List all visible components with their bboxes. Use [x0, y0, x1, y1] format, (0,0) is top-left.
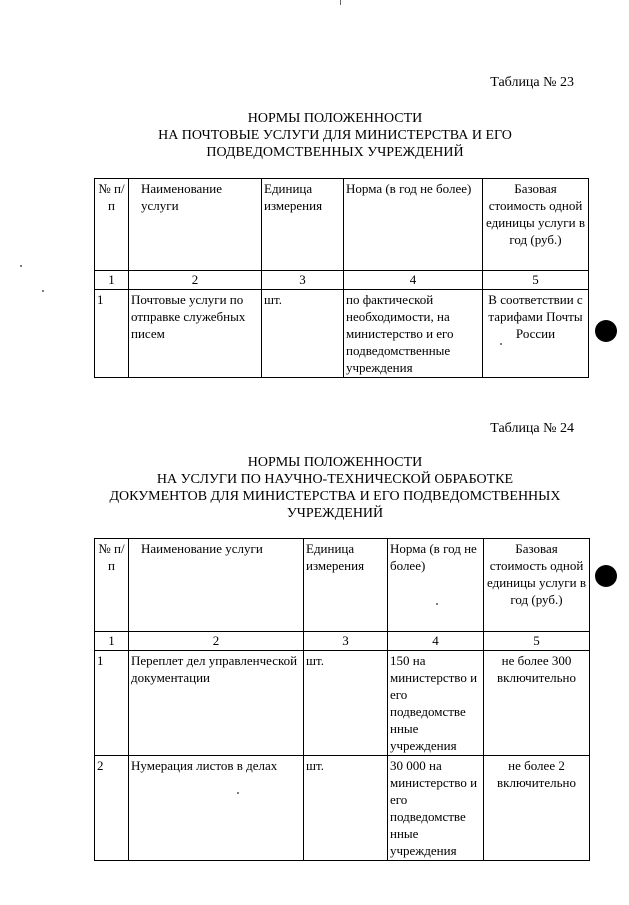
row-number: 2	[95, 756, 129, 861]
scan-speck	[20, 265, 22, 267]
service-name: Переплет дел управленческой документации	[129, 651, 304, 756]
punch-hole-mark	[595, 565, 617, 587]
table-header-row	[95, 539, 590, 632]
column-number: 1	[95, 632, 129, 651]
table-23-title-line: НОРМЫ ПОЛОЖЕННОСТИ	[247, 111, 423, 126]
unit: шт.	[304, 756, 388, 861]
base-cost: не более 2 включительно	[484, 756, 590, 861]
header-cell-cost: Базовая стоимость одной единицы услуги в год (руб.)	[483, 179, 589, 271]
table-23-title-line: ПОДВЕДОМСТВЕННЫХ УЧРЕЖДЕНИЙ	[206, 145, 464, 160]
punch-hole-mark	[595, 320, 617, 342]
table-24-title-line: ДОКУМЕНТОВ ДЛЯ МИНИСТЕРСТВА И ЕГО ПОДВЕДОМСТВЕННЫХ	[109, 489, 561, 504]
column-number: 2	[129, 271, 262, 290]
table-23-number: Таблица № 23	[490, 75, 574, 90]
norm: по фактической необходимости, на министерство и его подведомственные учреждения	[344, 290, 483, 378]
column-number: 4	[344, 271, 483, 290]
service-name: Нумерация листов в делах	[129, 756, 304, 861]
table-23-title-line: НА ПОЧТОВЫЕ УСЛУГИ ДЛЯ МИНИСТЕРСТВА И ЕГО	[158, 128, 512, 143]
header-cell-norm: Норма (в год не более)	[388, 539, 484, 632]
header-cell-unit: Единица измерения	[304, 539, 388, 632]
column-number: 3	[304, 632, 388, 651]
norm: 150 на министерство и его подведомстве нные учреждения	[388, 651, 484, 756]
base-cost: В соответствии с тарифами Почты России	[483, 290, 589, 378]
header-cell-service: Наименование услуги	[129, 539, 304, 632]
column-number-row	[95, 271, 589, 290]
base-cost: не более 300 включительно	[484, 651, 590, 756]
header-cell-number: № п/п	[95, 539, 129, 632]
table-23-title	[60, 110, 610, 161]
column-number-row	[95, 632, 590, 651]
row-number: 1	[95, 651, 129, 756]
table-row	[95, 651, 590, 756]
scan-speck	[237, 792, 239, 794]
column-number: 3	[262, 271, 344, 290]
scan-speck	[436, 603, 438, 605]
column-number: 1	[95, 271, 129, 290]
column-number: 4	[388, 632, 484, 651]
header-cell-number: № п/п	[95, 179, 129, 271]
table-24-title-line: НА УСЛУГИ ПО НАУЧНО-ТЕХНИЧЕСКОЙ ОБРАБОТКЕ	[156, 472, 514, 487]
table-row	[95, 290, 589, 378]
table-row	[95, 756, 590, 861]
unit: шт.	[262, 290, 344, 378]
table-24-title	[60, 454, 610, 522]
table-24-number: Таблица № 24	[490, 421, 574, 436]
column-number: 2	[129, 632, 304, 651]
scan-mark	[340, 0, 345, 5]
table-23	[94, 178, 589, 378]
row-number: 1	[95, 290, 129, 378]
header-cell-cost: Базовая стоимость одной единицы услуги в год (руб.)	[484, 539, 590, 632]
table-24	[94, 538, 590, 861]
scan-speck	[500, 343, 502, 345]
table-24-title-line: НОРМЫ ПОЛОЖЕННОСТИ	[247, 455, 423, 470]
table-24-title-line: УЧРЕЖДЕНИЙ	[286, 506, 384, 521]
table-header-row	[95, 179, 589, 271]
column-number: 5	[484, 632, 590, 651]
header-cell-service: Наименование услуги	[129, 179, 262, 271]
unit: шт.	[304, 651, 388, 756]
header-cell-norm: Норма (в год не более)	[344, 179, 483, 271]
service-name: Почтовые услуги по отправке служебных писем	[129, 290, 262, 378]
scan-speck	[42, 290, 44, 292]
norm: 30 000 на министерство и его подведомстве нные учреждения	[388, 756, 484, 861]
header-cell-unit: Единица измерения	[262, 179, 344, 271]
column-number: 5	[483, 271, 589, 290]
